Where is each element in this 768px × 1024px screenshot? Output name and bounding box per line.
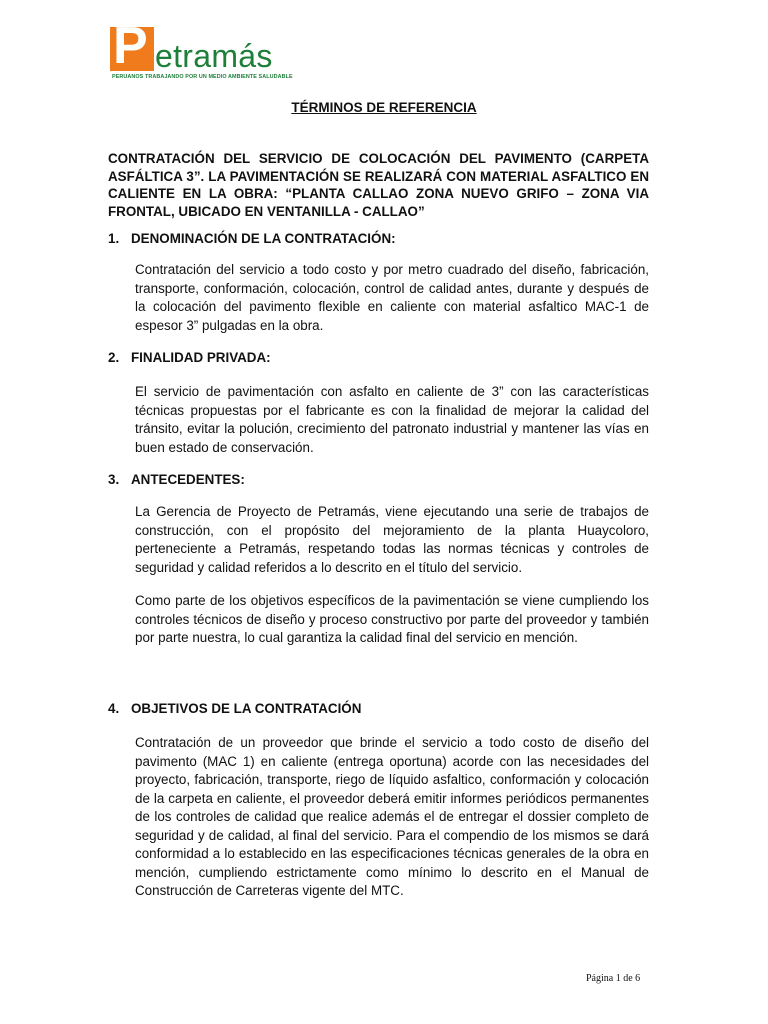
logo-letter: P — [113, 17, 148, 75]
section-heading: ANTECEDENTES: — [131, 472, 245, 487]
section-number: 2. — [108, 350, 120, 365]
section-2-title — [108, 349, 271, 366]
logo-orange-box — [110, 17, 154, 75]
section-heading: OBJETIVOS DE LA CONTRATACIÓN — [131, 701, 362, 716]
section-4-title — [108, 700, 361, 717]
section-3-title — [108, 471, 245, 488]
logo-wordmark: etramás — [155, 38, 273, 74]
page-number: Página 1 de 6 — [586, 973, 641, 984]
section-4-paragraph: Contratación de un proveedor que brinde el servicio a todo costo de diseño del pavimento (MAC 1) en caliente (entrega oportuna) acorde con las necesidades del proyecto, fabricación, transporte, riego de líquido asfaltico, conformación y colocación de la carpeta en caliente, el proveedor deberá emitir informes periódicos permanentes de los controles de calidad que realice además el de entregar el dossier completo de seguridad y de calidad, al final del servicio. Para el compendio de los mismos se dará conformidad a lo establecido en las especificaciones técnicas generales de la obra en mención, cumpliendo estrictamente como mínimo lo descrito en el Manual de Construcción de Carreteras vigente del MTC. — [135, 735, 649, 898]
section-3-paragraph-2: Como parte de los objetivos específicos de la pavimentación se viene cumpliendo los controles técnicos de diseño y proceso constructivo por parte del proveedor y también por parte nuestra, lo cual garantiza la calidad final del servicio en mención. — [135, 593, 649, 645]
section-1-paragraph: Contratación del servicio a todo costo y por metro cuadrado del diseño, fabricación, transporte, conformación, colocación, control de calidad antes, durante y después de la colocación del pavimento flexible en caliente con material asfaltico MAC-1 de espesor 3” pulgadas en la obra. — [135, 262, 649, 333]
section-heading: DENOMINACIÓN DE LA CONTRATACIÓN: — [131, 231, 396, 246]
logo-tagline: PERUANOS TRABAJANDO POR UN MEDIO AMBIENTE SALUDABLE — [112, 74, 293, 80]
section-3-paragraph-1: La Gerencia de Proyecto de Petramás, viene ejecutando una serie de trabajos de construcción, con el propósito del mejoramiento de la planta Huaycoloro, perteneciente a Petramás, respetando todas las normas técnicas y controles de seguridad y calidad referidos a lo descrito en el título del servicio. — [135, 504, 649, 575]
section-heading: FINALIDAD PRIVADA: — [131, 350, 271, 365]
section-number: 4. — [108, 701, 120, 716]
document-title: TÉRMINOS DE REFERENCIA — [291, 100, 477, 115]
main-heading: CONTRATACIÓN DEL SERVICIO DE COLOCACIÓN DEL PAVIMENTO (CARPETA ASFÁLTICA 3”. LA PAVIMENTACIÓN SE REALIZARÁ CON MATERIAL ASFALTICO EN CALIENTE EN LA OBRA: “PLANTA CALLAO ZONA NUEVO GRIFO – ZONA VIA FRONTAL, UBICADO EN VENTANILLA - CALLAO” — [108, 151, 649, 219]
section-number: 3. — [108, 472, 120, 487]
section-2-paragraph: El servicio de pavimentación con asfalto en caliente de 3” con las características técnicas propuestas por el fabricante es con la finalidad de mejorar la calidad del tránsito, evitar la polución, crecimiento del patronato industrial y mantener las vías en buen estado de conservación. — [135, 384, 649, 455]
section-number: 1. — [108, 231, 120, 246]
petramas-logo — [110, 17, 293, 83]
section-1-title — [108, 230, 396, 247]
